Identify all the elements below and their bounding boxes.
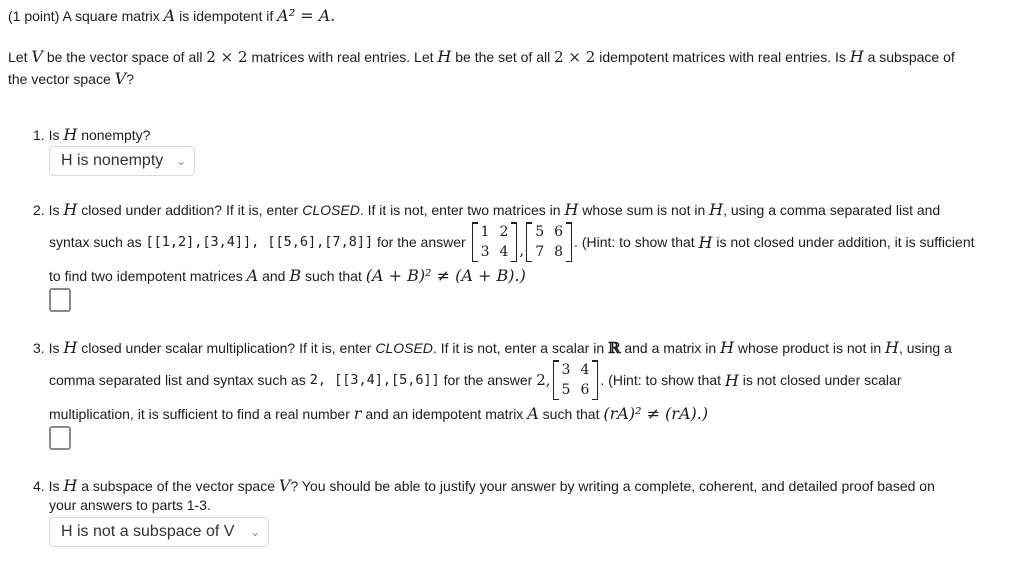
- chevron-down-icon: ⌄: [249, 525, 260, 539]
- question-2-line3: to find two idempotent matrices A and B such that (A + B)² ≠ (A + B).): [49, 266, 526, 285]
- points-label: (1 point): [8, 8, 60, 24]
- problem-header: (1 point) A square matrix A is idempotent if A² = A.: [8, 6, 336, 25]
- question-1-select[interactable]: H is nonempty ⌄: [49, 146, 195, 176]
- syntax-example: 2, [[3,4],[5,6]]: [309, 372, 440, 388]
- question-3-line2: comma separated list and syntax such as 2, [[3,4],[5,6]] for the answer 2, 3 4 5 6 . (Hint: to show that H is not closed under scalar: [49, 362, 902, 398]
- question-4-line1: 4. Is H a subspace of the vector space V? You should be able to justify your answer by writing a complete, coherent, and detailed proof based on: [33, 476, 935, 495]
- question-3-line1: 3. Is H closed under scalar multiplication? If it is, enter CLOSED. If it is not, enter a scalar in ℝ and a matrix in H whose product is not in H, using a: [33, 338, 952, 357]
- question-3-line3: multiplication, it is sufficient to find a real number r and an idempotent matrix A such that (rA)² ≠ (rA).): [49, 404, 709, 423]
- question-3-answer-box[interactable]: [49, 426, 71, 450]
- question-4-select[interactable]: H is not a subspace of V ⌄: [49, 517, 269, 547]
- question-2-answer-box[interactable]: [49, 288, 71, 312]
- problem-statement-line1: Let V be the vector space of all 2 × 2 matrices with real entries. Let H be the set of all 2 × 2 idempotent matrices with real entries. Is H a subspace of: [8, 47, 955, 66]
- example-matrix: 3 4 5 6: [553, 360, 599, 400]
- idempotent-equation: A² = A.: [277, 6, 336, 25]
- question-2-line1: 2. Is H closed under addition? If it is, enter CLOSED. If it is not, enter two matrices in H whose sum is not in H, using a comma separated list and: [33, 200, 941, 219]
- syntax-example: [[1,2],[3,4]], [[5,6],[7,8]]: [145, 234, 374, 250]
- example-matrix-1: 1 2 3 4: [472, 222, 518, 262]
- chevron-down-icon: ⌄: [175, 154, 186, 168]
- question-1-prompt: 1. Is H nonempty?: [33, 125, 151, 144]
- question-4-line2: your answers to parts 1-3.: [49, 497, 211, 513]
- question-2-line2: syntax such as [[1,2],[3,4]], [[5,6],[7,8]] for the answer 1 2 3 4 , 5 6 7 8 . (Hint: to show that H is not closed under addition, it is sufficient: [49, 224, 975, 260]
- example-matrix-2: 5 6 7 8: [526, 222, 572, 262]
- problem-statement-line2: the vector space V?: [8, 69, 134, 88]
